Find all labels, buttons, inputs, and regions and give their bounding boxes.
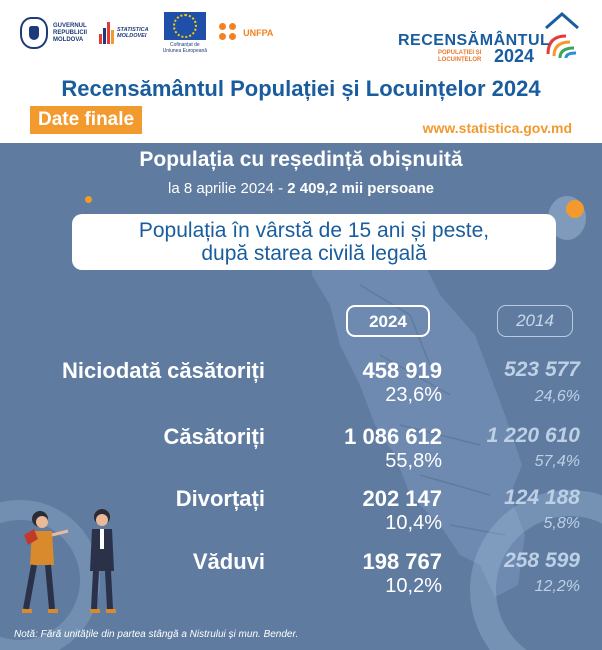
percent-2014: 5,8%: [543, 515, 580, 532]
census-logo-sub: POPULAȚIEI ȘI: [438, 50, 482, 56]
eu-flag-icon: [164, 12, 206, 40]
value-2024: 202 147: [362, 486, 442, 511]
eu-line: Cofinanțat de: [169, 42, 200, 48]
population-date: la 8 aprilie 2024 -: [168, 180, 288, 197]
gov-line: REPUBLICII: [53, 29, 88, 36]
percent-2014: 12,2%: [534, 578, 580, 595]
population-title: Populația cu reședință obișnuită: [139, 148, 463, 171]
government-logo[interactable]: [20, 17, 87, 49]
final-data-badge: Date finale: [30, 106, 142, 134]
eu-logo[interactable]: [163, 12, 207, 54]
status-label-divorced: Divorțați: [175, 486, 265, 511]
value-2014: 523 577: [504, 358, 580, 381]
footnote: Notă: Fără unitățile din partea stângă a Nistrului și mun. Bender.: [14, 629, 299, 640]
statistica-bars-icon: [99, 22, 115, 44]
age-group-line: Populația în vârstă de 15 ani și peste,: [138, 219, 490, 242]
people-illustration-icon: [18, 505, 138, 617]
census-logo[interactable]: [396, 8, 586, 64]
stat-line: MOLDOVEI: [117, 33, 147, 39]
percent-2024: 23,6%: [385, 384, 442, 406]
orange-dot-icon: [566, 200, 584, 218]
census-logo-sub: LOCUINȚELOR: [438, 57, 482, 63]
year-2024-header: 2024: [346, 305, 430, 337]
eu-line: Uniunea Europeană: [162, 48, 208, 54]
page-title: Recensământul Populației și Locuințelor 2024: [61, 76, 541, 101]
census-logo-title: RECENSĂMÂNTUL: [398, 32, 551, 49]
census-logo-year: 2024: [494, 46, 535, 66]
header: [0, 0, 602, 143]
partner-logos: [20, 12, 273, 54]
age-group-line: după starea civilă legală: [201, 242, 427, 265]
value-2024: 198 767: [362, 549, 442, 574]
population-total: 2 409,2 mii persoane: [287, 180, 434, 197]
gov-line: GUVERNUL: [53, 22, 87, 29]
coat-of-arms-icon: [20, 17, 48, 49]
status-label-widowed: Văduvi: [192, 549, 265, 574]
stat-line: STATISTICA: [117, 26, 149, 33]
percent-2024: 10,2%: [385, 575, 442, 597]
value-2014: 258 599: [504, 549, 580, 572]
percent-2014: 24,6%: [534, 388, 580, 405]
orange-dot-icon: [85, 196, 92, 203]
value-2014: 1 220 610: [486, 424, 580, 447]
unfpa-label: UNFPA: [243, 28, 274, 38]
website-link[interactable]: www.statistica.gov.md: [422, 120, 572, 136]
population-subtitle: [0, 180, 602, 197]
percent-2024: 10,4%: [385, 512, 442, 534]
status-label-married: Căsătoriți: [163, 424, 265, 449]
year-2014-header: 2014: [497, 305, 573, 337]
age-group-box: [72, 214, 556, 270]
value-2014: 124 188: [504, 486, 580, 509]
status-label-never-married: Niciodată căsătoriți: [62, 358, 265, 383]
statistica-logo[interactable]: [99, 22, 149, 44]
unfpa-dots-icon: [219, 23, 239, 43]
unfpa-logo[interactable]: [219, 23, 273, 43]
gov-line: MOLDOVA: [53, 36, 84, 43]
value-2024: 1 086 612: [344, 424, 442, 449]
percent-2024: 55,8%: [385, 450, 442, 472]
value-2024: 458 919: [362, 358, 442, 383]
percent-2014: 57,4%: [534, 453, 580, 470]
